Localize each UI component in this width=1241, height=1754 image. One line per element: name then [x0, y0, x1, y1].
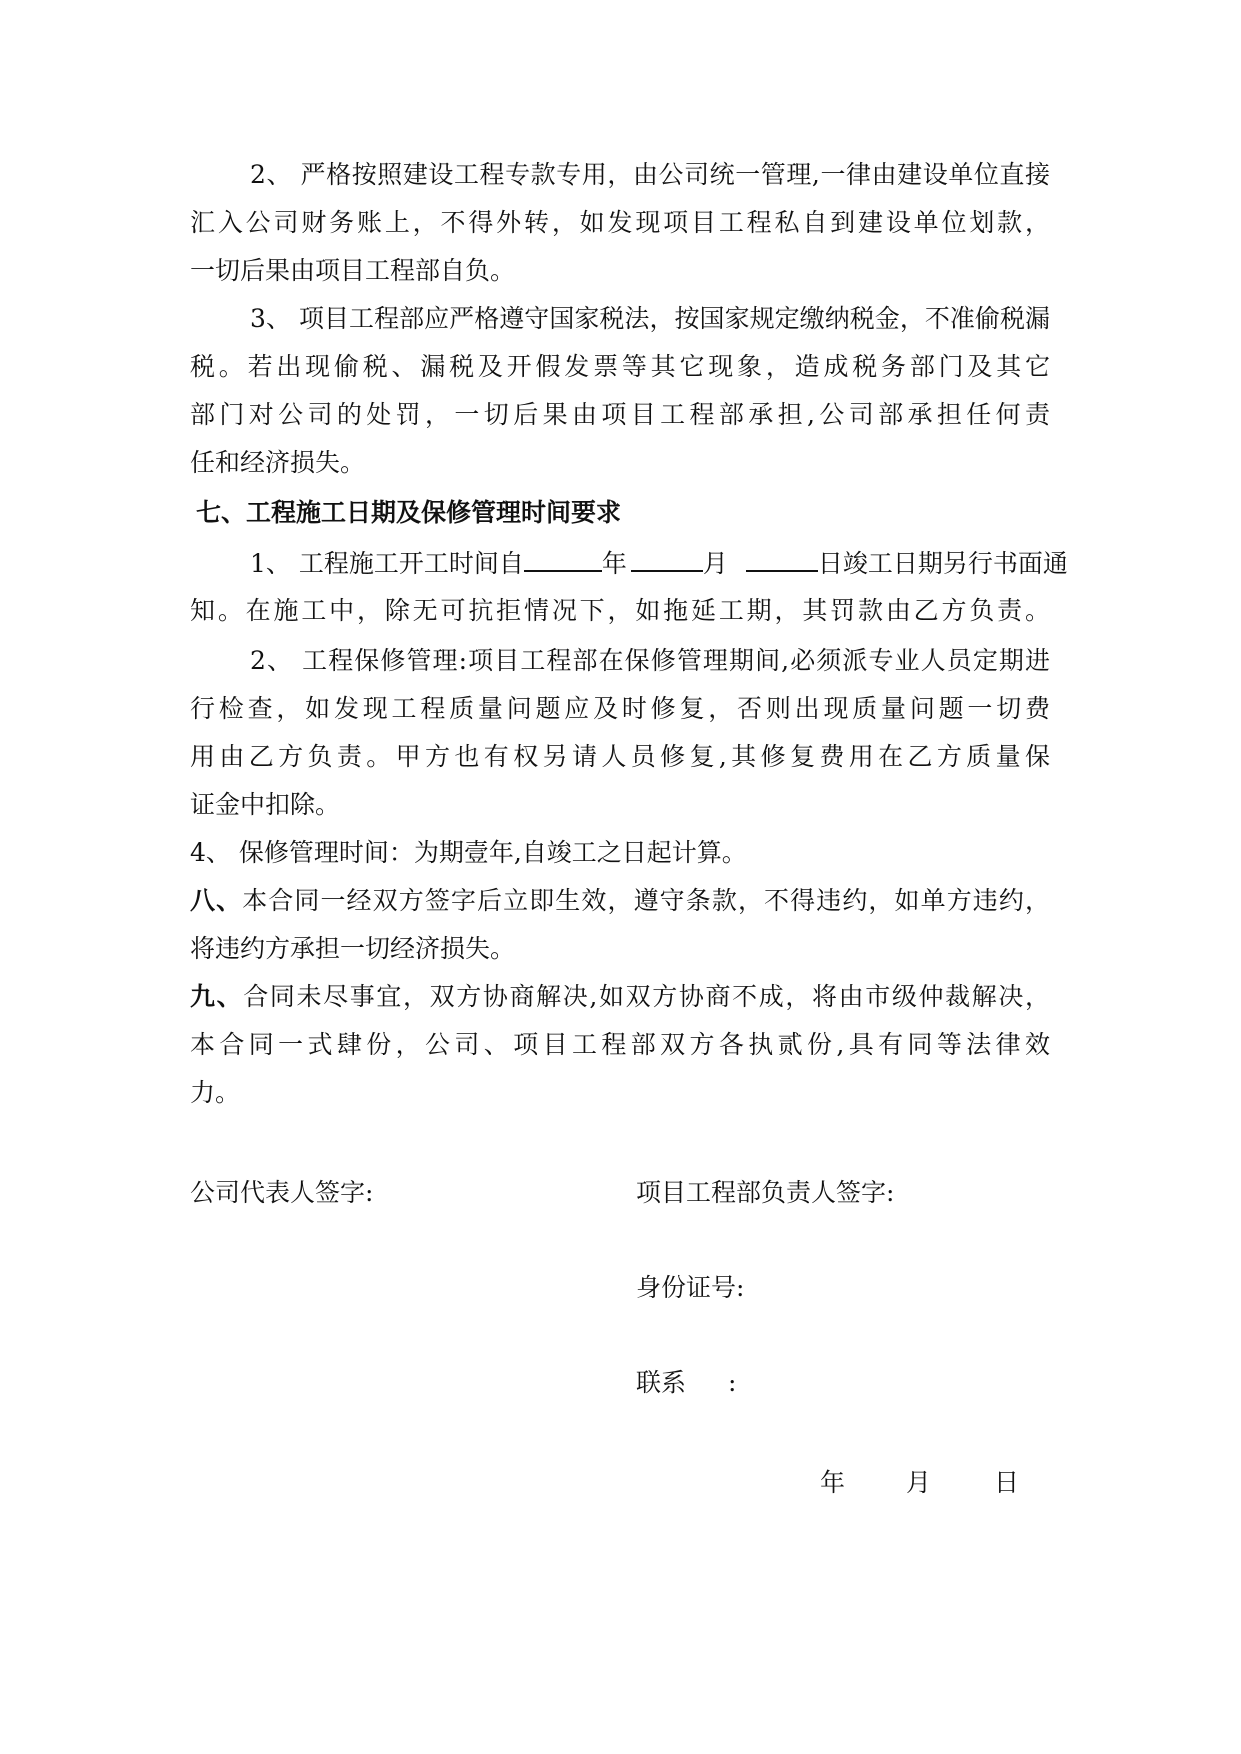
clause7-heading: 七、工程施工日期及保修管理时间要求 — [196, 498, 622, 527]
clause6-item3-line1: 3、 项目工程部应严格遵守国家税法，按国家规定缴纳税金，不准偷税漏 — [250, 304, 1050, 333]
clause9-line3: 力。 — [190, 1078, 241, 1107]
clause8-line2: 将违约方承担一切经济损失。 — [190, 934, 516, 963]
clause6-item2-line2: 汇入公司财务账上，不得外转，如发现项目工程私自到建设单位划款， — [190, 208, 1050, 237]
company-rep-signature-label: 公司代表人签字: — [190, 1178, 374, 1207]
clause8-text: 本合同一经双方签字后立即生效，遵守条款，不得违约，如单方违约， — [242, 886, 1050, 915]
clause7-item2-line4: 证金中扣除。 — [190, 790, 341, 819]
start-month-label: 月 — [702, 549, 728, 578]
clause7-item4: 4、 保修管理时间：为期壹年,自竣工之日起计算。 — [190, 838, 747, 867]
clause7-item1-prefix: 1、 工程施工开工时间自 — [250, 549, 524, 578]
start-year-blank — [524, 548, 602, 572]
clause7-item1-line1 — [250, 548, 1068, 579]
clause8-number: 八、 — [190, 886, 243, 915]
start-month-blank — [631, 548, 703, 572]
clause6-item2-line1: 2、 严格按照建设工程专款专用，由公司统一管理,一律由建设单位直接 — [250, 160, 1050, 189]
contact-label: 联系 : — [636, 1368, 737, 1397]
clause6-item3-line3: 部门对公司的处罚，一切后果由项目工程部承担,公司部承担任何责 — [190, 400, 1050, 429]
date-day-label: 日 — [994, 1468, 1020, 1497]
project-head-signature-label: 项目工程部负责人签字: — [636, 1178, 895, 1207]
start-year-label: 年 — [601, 549, 627, 578]
clause6-item3-line2: 税。若出现偷税、漏税及开假发票等其它现象，造成税务部门及其它 — [190, 352, 1050, 381]
clause9-line1 — [190, 982, 1050, 1012]
clause6-item3-line4: 任和经济损失。 — [190, 448, 366, 477]
clause9-line2: 本合同一式肆份，公司、项目工程部双方各执贰份,具有同等法律效 — [190, 1030, 1050, 1059]
clause7-item1-suffix: 日竣工日期另行书面通 — [817, 549, 1068, 578]
date-month-label: 月 — [906, 1468, 932, 1497]
date-year-label: 年 — [820, 1468, 846, 1497]
clause7-item2-line2: 行检查，如发现工程质量问题应及时修复，否则出现质量问题一切费 — [190, 694, 1050, 723]
clause7-item1-line2: 知。在施工中，除无可抗拒情况下，如拖延工期，其罚款由乙方负责。 — [190, 596, 1050, 625]
id-number-label: 身份证号: — [636, 1273, 745, 1302]
clause7-item2-line3: 用由乙方负责。甲方也有权另请人员修复,其修复费用在乙方质量保 — [190, 742, 1050, 771]
clause6-item2-line3: 一切后果由项目工程部自负。 — [190, 256, 516, 285]
clause8-line1 — [190, 886, 1050, 916]
start-day-blank — [746, 548, 818, 572]
clause9-text: 合同未尽事宜，双方协商解决,如双方协商不成，将由市级仲裁解决， — [243, 982, 1050, 1011]
clause9-number: 九、 — [190, 982, 244, 1011]
clause7-item2-line1: 2、 工程保修管理:项目工程部在保修管理期间,必须派专业人员定期进 — [250, 646, 1050, 675]
